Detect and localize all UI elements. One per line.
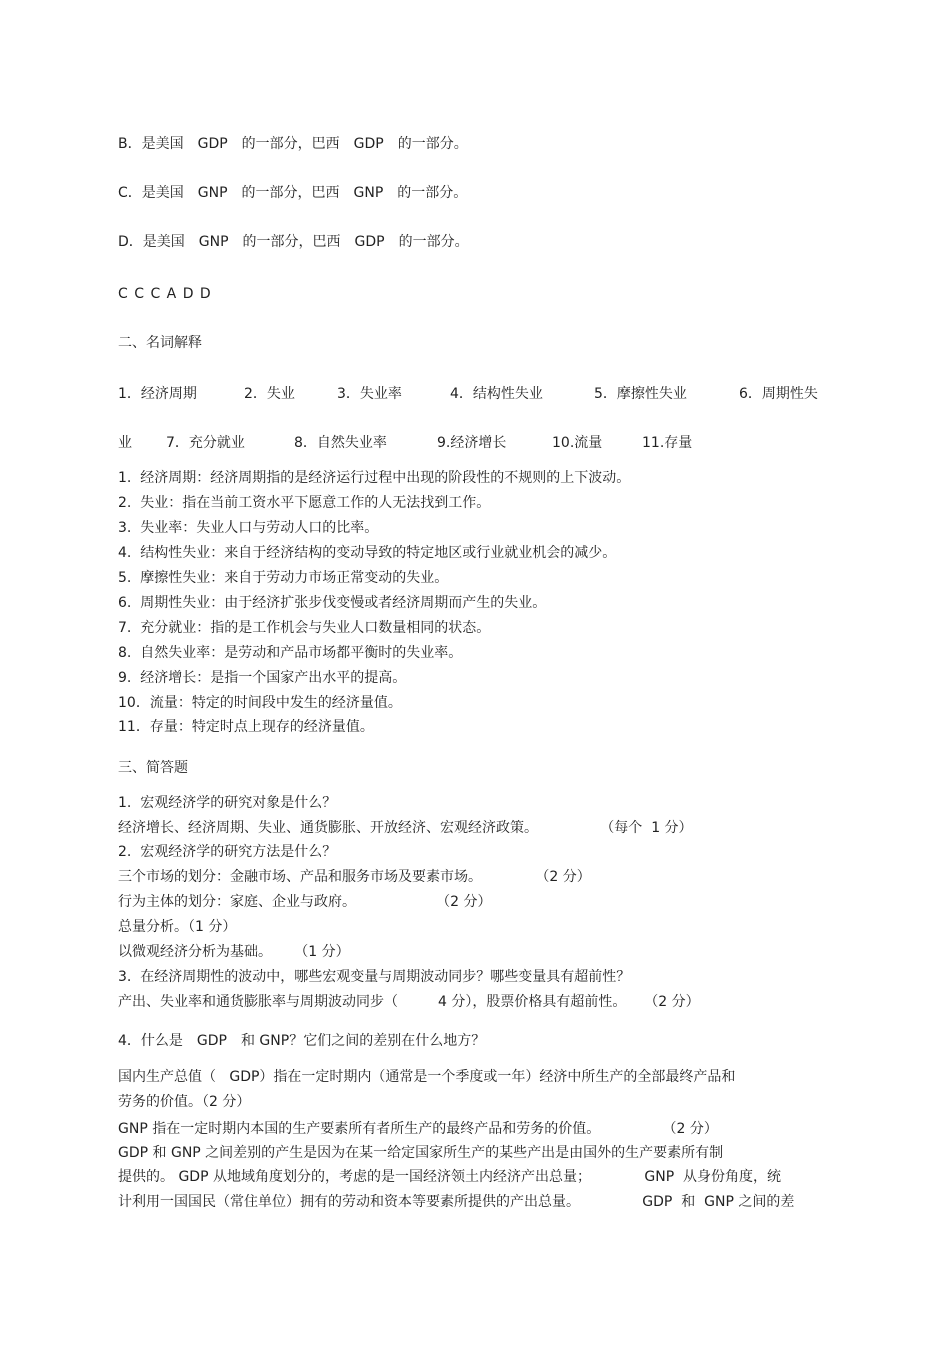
term-item: 8．自然失业率 [294,435,387,451]
qa-line: 经济增长、经济周期、失业、通货膨胀、开放经济、宏观经济政策。 （每个 1 分） [118,820,693,836]
option-b: B．是美国 GDP 的一部分，巴西 GDP 的一部分。 [118,136,468,152]
qa-line: 2. 宏观经济学的研究方法是什么？ [118,844,337,860]
term-item: 6．周期性失 [739,386,818,402]
definition-item: 4. 结构性失业：来自于经济结构的变动导致的特定地区或行业就业机会的减少。 [118,545,617,561]
term-item: 10.流量 [552,435,603,451]
q4-answer-line: 计利用一国国民（常住单位）拥有的劳动和资本等要素所提供的产出总量。 GDP 和 GNP 之间的差 [118,1194,795,1210]
qa-line: 以微观经济分析为基础。 （1 分） [118,944,350,960]
term-item: 11.存量 [642,435,693,451]
question-4: 4．什么是 GDP 和 GNP？它们之间的差别在什么地方？ [118,1033,486,1049]
section-2-heading: 二、名词解释 [118,335,202,351]
option-d: D．是美国 GNP 的一部分，巴西 GDP 的一部分。 [118,234,469,250]
qa-line: 行为主体的划分：家庭、企业与政府。 （2 分） [118,894,492,910]
definition-item: 2. 失业：指在当前工资水平下愿意工作的人无法找到工作。 [118,495,491,511]
definition-item: 9. 经济增长：是指一个国家产出水平的提高。 [118,670,407,686]
q4-answer-line: 国内生产总值（ GDP）指在一定时期内（通常是一个季度或一年）经济中所生产的全部最终产品和 [118,1069,736,1085]
term-item: 9.经济增长 [437,435,507,451]
q4-answer-line: 劳务的价值。（2 分） [118,1094,251,1110]
definition-item: 6. 周期性失业：由于经济扩张步伐变慢或者经济周期而产生的失业。 [118,595,547,611]
definition-item: 10．流量：特定的时间段中发生的经济量值。 [118,695,402,711]
definition-item: 5. 摩擦性失业：来自于劳动力市场正常变动的失业。 [118,570,449,586]
term-item: 业 [118,435,132,451]
term-item: 4．结构性失业 [450,386,543,402]
definition-item: 8. 自然失业率：是劳动和产品市场都平衡时的失业率。 [118,645,463,661]
definition-item: 1. 经济周期：经济周期指的是经济运行过程中出现的阶段性的不规则的上下波动。 [118,470,631,486]
qa-line: 3. 在经济周期性的波动中，哪些宏观变量与周期波动同步？哪些变量具有超前性？ [118,969,631,985]
term-item: 1．经济周期 [118,386,197,402]
option-c: C．是美国 GNP 的一部分，巴西 GNP 的一部分。 [118,185,468,201]
definition-item: 11．存量：特定时点上现存的经济量值。 [118,719,374,735]
qa-line: 总量分析。（1 分） [118,919,237,935]
q4-answer-line: GNP 指在一定时期内本国的生产要素所有者所生产的最终产品和劳务的价值。 （2 分） [118,1121,718,1137]
term-item: 3．失业率 [337,386,402,402]
definition-item: 7. 充分就业：指的是工作机会与失业人口数量相同的状态。 [118,620,491,636]
qa-line: 产出、失业率和通货膨胀率与周期波动同步（ 4 分），股票价格具有超前性。 （2 分） [118,994,700,1010]
section-3-heading: 三、简答题 [118,760,188,776]
term-item: 7．充分就业 [166,435,245,451]
definition-item: 3. 失业率：失业人口与劳动人口的比率。 [118,520,379,536]
answer-key: C C C A D D [118,286,212,302]
q4-answer-line: 提供的。 GDP 从地域角度划分的，考虑的是一国经济领土内经济产出总量； GNP 从身份角度，统 [118,1169,782,1185]
qa-line: 1. 宏观经济学的研究对象是什么？ [118,795,337,811]
term-item: 2．失业 [244,386,295,402]
q4-answer-line: GDP 和 GNP 之间差别的产生是因为在某一给定国家所生产的某些产出是由国外的生产要素所有制 [118,1145,724,1161]
qa-line: 三个市场的划分：金融市场、产品和服务市场及要素市场。 （2 分） [118,869,591,885]
term-item: 5．摩擦性失业 [594,386,687,402]
